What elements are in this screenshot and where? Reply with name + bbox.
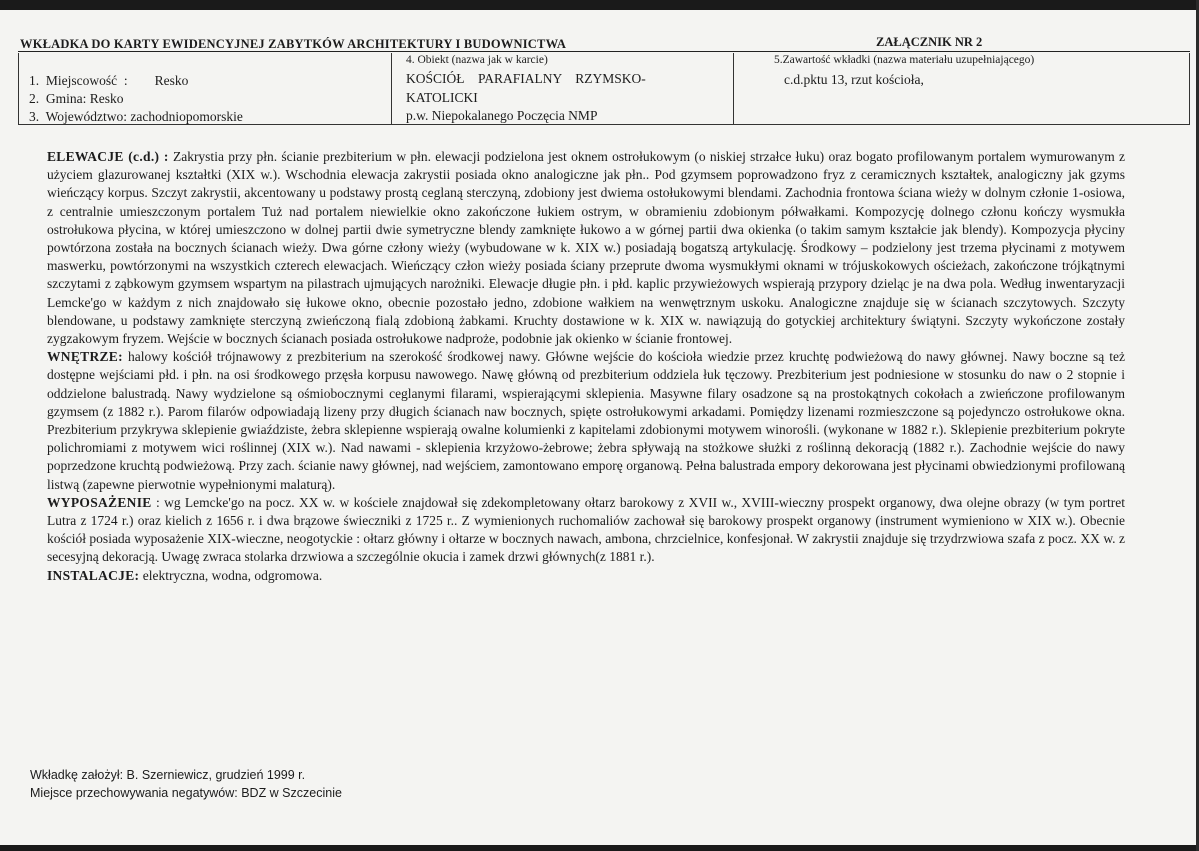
furnishings-text: : wg Lemcke'go na pocz. XX w. w kościele znajdował się zdekompletowany ołtarz barokowy z XVII w., XVIII-wieczny prospekt organowy, dwa olejne obrazy (w tym portret Lutra z 1724 r.) oraz kielich z 1656 r. i dwa brązowe świeczniki z 1725 r.. Z wymienionych ruchomaliów zachował się barokowy prospekt organowy (instrument wymieniono w XIX w.). Obecnie kościół posiada wyposażenie XIX-wieczne, neogotyckie : ołtarz główny i ołtarze w bocznych nawach, ambona, chrzcielnice, konfesjonał. W zakrystii znajduje się trzydrzwiowa szafa z pocz. XX w. z secesyjną dekoracją. Uwagę zwraca stolarka drzwiowa a szczególnie okucia i zamek drzwi głównych(z 1881 r.). [47,494,1125,565]
scan-edge-top [0,0,1199,10]
voivodeship-field: 3. Województwo: zachodniopomorskie [29,109,243,124]
object-name-line2: KATOLICKI [406,90,478,105]
author-note: Wkładkę założył: B. Szerniewicz, grudzień 1999 r. [30,768,306,782]
object-name-line1: KOŚCIÓŁ PARAFIALNY RZYMSKO- [406,71,646,86]
info-table [18,53,1190,125]
object-caption: 4. Obiekt (nazwa jak w karcie) [406,54,548,66]
interior-text: halowy kościół trójnawowy z prezbiterium na szerokość środkowej nawy. Główne wejście do kościoła wiedzie przez kruchtę podwieżową do nawy głównej. Nawy boczne są też dostępne wejściami płd. i płn. na osi środkowego przęsła korpusu nawowego. Nawę główną od prezbiterium oddziela łuk tęczowy. Prezbiterium jest podniesione w stosunku do naw o 2 stopnie i oddzielone balustradą. Nawy wydzielone są ośmiobocznymi ceglanymi filarami, wspierającymi sklepienia. Masywne filary osadzone są na prostokątnych cokołach a zwieńczone profilowanym gzymsem (z 1882 r.). Parom filarów odpowiadają lizeny przy długich ścianach naw bocznych, spięte ostrołukowymi arkadami. Pomiędzy lizenami rozmieszczone są pojedynczo ostrołukowe okna. Prezbiterium przykrywa sklepienie gwiaździste, żebra sklepienne wspierają owalne kolumienki z kapitelami zdobionymi motywem winorośli. (wykonane w 1882 r.). Sklepienie prezbiterium pokryte polichromiami z motywem wici roślinnej (XIX w.). Nad nawami - sklepienia krzyżowo-żebrowe; żebra spływają na stożkowe służki z roślinną dekoracją (1882 r.). Zachodnie wejście do nawy poprzedzone kruchtą podwieżową. Przy zach. ścianie nawy głównej, nad wejściem, zamontowano emporę organową. Pełna balustrada empory dekorowana jest płycinami obwiedzionymi profilowaną listwą (zapewne pierwotnie wypełnionymi malaturą). [47,349,1125,492]
installations-paragraph [47,567,1125,585]
locality-field: 1. Miejscowość : Resko [29,73,189,88]
header-divider [18,51,1190,52]
furnishings-heading: WYPOSAŻENIE [47,494,152,510]
installations-text: elektryczna, wodna, odgromowa. [139,567,323,583]
contents-column [734,53,1189,124]
installations-heading: INSTALACJE: [47,567,140,583]
furnishings-paragraph [47,494,1125,567]
elevations-text: Zakrystia przy płn. ścianie prezbiterium w płn. elewacji podzielona jest oknem ostrołukowym (o niskiej strzałce łuku) oraz bogato profilowanym portalem wymurowanym z użyciem glazurowanej kształtki (XIX w.). Wschodnia elewacja zakrystii posiada okno analogiczne jak płn.. Pod gzymsem poprowadzono fryz z ceramicznych kształtek, analogiczny jak gzyms wieńczący korpus. Szczyt zakrystii, akcentowany u podstawy prostą ceglaną sterczyną, zdobiony jest dwiema ostołukowymi blendami. Zachodnia frontowa ściana wieży w dolnym członie 1-osiowa, z centralnie umieszczonym portalem Tuż nad portalem niewielkie okno zakończone łukiem ostrym, w obramieniu zdobionym półwałkami. Kompozycję dolnego członu kończy wysmukła ostrołukowa płycina, w której umieszczono w dolnej partii dwie symetryczne blendy zamknięte łukowo a w górnej partii dwa okienka (o takim samym kształcie jak blendy). Kompozycja płyciny powtórzona została na bocznych ścianach wieży. Dwa górne człony wieży (wybudowane w k. XIX w.) posiadają bogatszą artykulację. Środkowy – podzielony jest trzema płycinami z motywem maswerku, powtórzonymi na wszystkich czterech elewacjach. Wieńczący człon wieży posiada ściany przeprute dwoma wysmukłymi oknami w trójuskokowych ościeżach, zakończone trójkątnymi szczytami z ząbkowym gzymsem wspartym na pilastrach ujmujących narożniki. Elewacje długie płn. i płd. kaplic przywieżowych wspierają przypory dzieląc je na dwa pola. Według inwentaryzacji Lemcke'go w każdym z nich znajdowało się łukowe okno, obecnie pozostało jedno, zdobione wałkiem na wenwętrznym uskoku. Analogiczne znajduje się w ścianach szczytowych. Szczyty blendowane, u podstawy zamknięte sterczyną zwieńczoną fialą zdobioną żabkami. Kruchty dostawione w k. XIX w. nawiązują do gotyckiej architektury świątyni. Szczyty wykończone zostały zygzakowym fryzem. Wejście w bocznych ścianach posiada ostrołukowe nadproże, podobnie jak okienko w ścianie frontowej. [47,149,1126,347]
document-title: WKŁADKA DO KARTY EWIDENCYJNEJ ZABYTKÓW ARCHITEKTURY I BUDOWNICTWA [20,37,567,51]
annex-number: ZAŁĄCZNIK NR 2 [876,35,983,49]
object-dedication: p.w. Niepokalanego Poczęcia NMP [406,108,598,123]
interior-heading: WNĘTRZE: [47,349,123,365]
interior-paragraph [47,348,1125,494]
contents-caption: 5.Zawartość wkładki (nazwa materiału uzupełniającego) [774,54,1035,66]
elevations-paragraph [47,148,1125,348]
elevations-heading: ELEWACJE (c.d.) : [47,149,169,164]
commune-field: 2. Gmina: Resko [29,91,124,106]
description-body [47,148,1125,585]
negatives-location-note: Miejsce przechowywania negatywów: BDZ w Szczecinie [30,786,342,800]
contents-value: c.d.pktu 13, rzut kościoła, [784,72,924,87]
location-column [19,53,392,124]
object-column [392,53,734,124]
scan-edge-bottom [0,845,1199,851]
